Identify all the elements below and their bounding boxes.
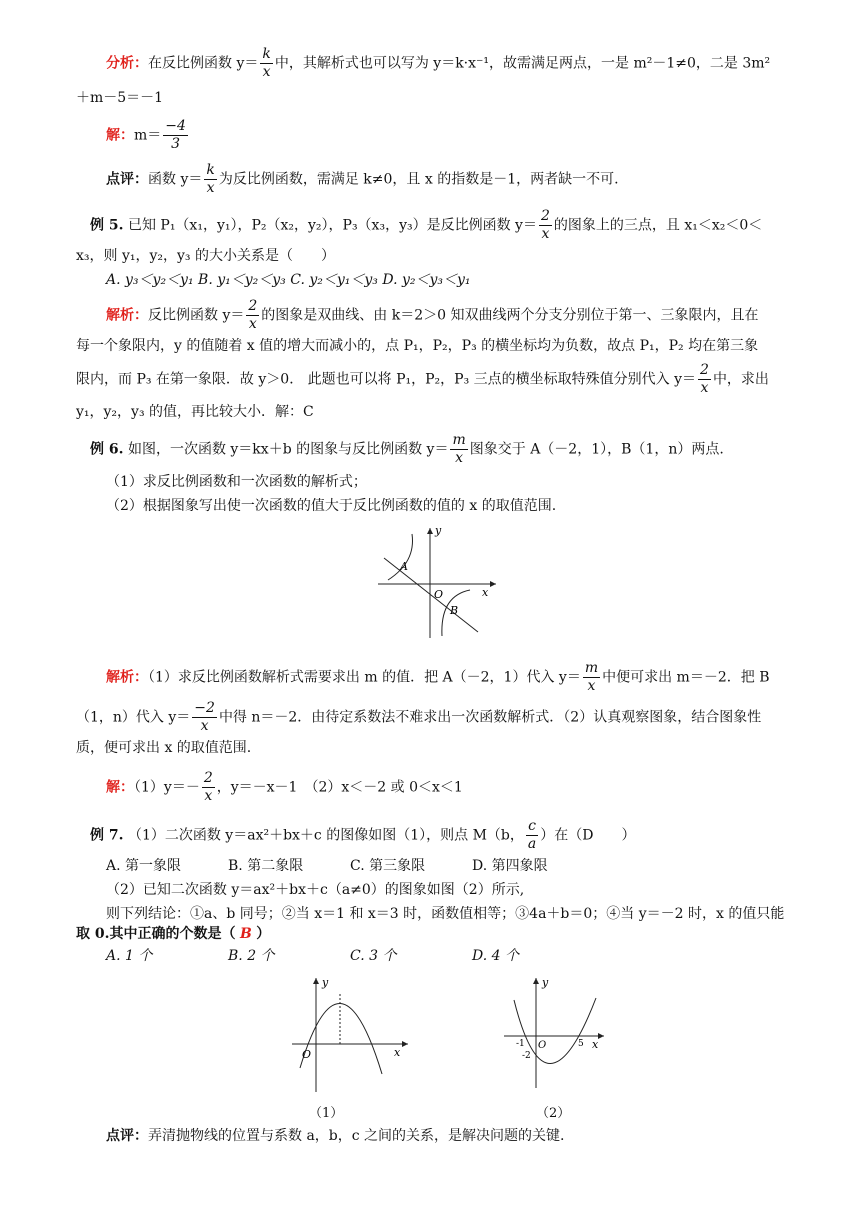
fig6-origin-label: O [434, 588, 444, 601]
example-7-line-1: 例 7. （1）二次函数 y＝ax²＋bx＋c 的图像如图（1），则点 M（b， $\frac{c}{a}$ ）在（D ） [90, 818, 636, 852]
example-6-q2: （2）根据图象写出使一次函数的值大于反比例函数的值的 x 的取值范围. [106, 498, 557, 514]
fig6-x-label: x [482, 586, 489, 599]
caption-figure-2: （2） [536, 1106, 571, 1121]
example-5-options: A. y₃＜y₂＜y₁ B. y₁＜y₂＜y₃ C. y₂＜y₁＜y₃ D. y₂＜y₃＜y₁ [106, 272, 471, 288]
svg-text:x: x [592, 1038, 599, 1051]
example-6-q1: （1）求反比例函数和一次函数的解析式； [106, 474, 367, 490]
figure-example-6 [370, 522, 500, 642]
example-7-options-1: A. 第一象限 B. 第二象限 C. 第三象限 D. 第四象限 [106, 858, 548, 874]
svg-text:y: y [542, 976, 549, 989]
solution-6: 解：（1）y＝－ $\frac{2}{x}$ ，y＝－x－1 （2）x＜－2 或 0＜x＜1 [106, 770, 463, 804]
example-5-line-2: x₃，则 y₁，y₂，y₃ 的大小关系是（ ） [76, 248, 335, 264]
example-7-options-2: A. 1 个 B. 2 个 C. 3 个 D. 4 个 [106, 948, 519, 964]
analysis-line-2: ＋m－5＝－1 [76, 90, 164, 106]
svg-text:x: x [394, 1046, 401, 1059]
figure-example-7-2 [500, 972, 610, 1096]
svg-text:y: y [322, 976, 329, 989]
svg-text:O: O [538, 1040, 547, 1051]
analysis-5-line-2: 每一个象限内，y 的值随着 x 值的增大而减小的，点 P₁，P₂，P₃ 的横坐标均为负数，故点 P₁，P₂ 均在第三象 [76, 338, 759, 354]
analysis-6-line-1: 解析：（1）求反比例函数解析式需要求出 m 的值．把 A（－2，1）代入 y＝ $\frac{m}{x}$ 中便可求出 m＝－2．把 B [106, 660, 770, 694]
analysis-6-line-3: 质，便可求出 x 的取值范围. [76, 740, 252, 756]
analysis-5-line-3: 限内，而 P₃ 在第一象限．故 y＞0． 此题也可以将 P₁，P₂，P₃ 三点的横坐标取特殊值分别代入 y＝ $\frac{2}{x}$ 中，求出 [76, 362, 769, 396]
analysis-line-1: 分析：在反比例函数 y＝ $\frac{k}{x}$ 中，其解析式也可以写为 y＝k·x⁻¹，故需满足两点，一是 m²－1≠0，二是 3m² [106, 46, 771, 80]
answer-b: B [239, 926, 252, 942]
fraction-k-over-x: $\frac{k}{x}$ [262, 46, 271, 80]
svg-text:5: 5 [578, 1039, 584, 1049]
analysis-label: 分析： [106, 55, 148, 72]
example-7-q2b: 则下列结论：①a、b 同号；②当 x＝1 和 x＝3 时，函数值相等；③4a＋b＝0；④当 y＝－2 时，x 的值只能 [106, 906, 785, 922]
comment-label: 点评： [106, 171, 148, 188]
svg-text:-1: -1 [516, 1039, 525, 1049]
solution-label: 解： [106, 127, 134, 144]
solution-line: 解：m＝ $\frac{-4}{3}$ [106, 118, 186, 152]
fig6-point-a: A [400, 560, 408, 573]
svg-text:-2: -2 [522, 1051, 531, 1061]
example-5-label: 例 5. [90, 217, 124, 234]
comment-7: 点评：弄清抛物线的位置与系数 a，b，c 之间的关系，是解决问题的关键. [106, 1128, 565, 1144]
example-5-line-1: 例 5. 已知 P₁（x₁，y₁），P₂（x₂，y₂），P₃（x₃，y₃）是反比例函数 y＝ $\frac{2}{x}$ 的图象上的三点，且 x₁＜x₂＜0＜ [90, 208, 763, 242]
fig6-point-b: B [450, 604, 459, 617]
analysis-6-line-2: （1，n）代入 y＝ $\frac{-2}{x}$ 中得 n＝－2．由待定系数法不难求出一次函数解析式．（2）认真观察图象，结合图象性 [76, 700, 762, 734]
caption-figure-1: （1） [309, 1106, 344, 1121]
figure-example-7-1 [286, 972, 416, 1096]
analysis-5-line-1: 解析：反比例函数 y＝ $\frac{2}{x}$ 的图象是双曲线、由 k＝2＞0 知双曲线两个分支分别位于第一、三象限内，且在 [106, 298, 759, 332]
fig6-y-label: y [435, 524, 442, 537]
example-6-line-1: 例 6. 如图，一次函数 y＝kx＋b 的图象与反比例函数 y＝ $\frac{m}{x}$ 图象交于 A（－2，1），B（1，n）两点. [90, 432, 724, 466]
comment-line: 点评：函数 y＝ $\frac{k}{x}$ 为反比例函数，需满足 k≠0，且 x 的指数是－1，两者缺一不可. [106, 162, 619, 196]
analysis-5-line-4: y₁，y₂，y₃ 的值，再比较大小．解：C [76, 404, 314, 420]
svg-text:O: O [302, 1048, 312, 1061]
example-7-q2c: 取 0.其中正确的个数是（ B ） [76, 926, 271, 942]
fraction-m: $\frac{-4}{3}$ [165, 118, 186, 152]
example-7-q2: （2）已知二次函数 y＝ax²＋bx＋c（a≠0）的图象如图（2）所示, [106, 882, 525, 898]
